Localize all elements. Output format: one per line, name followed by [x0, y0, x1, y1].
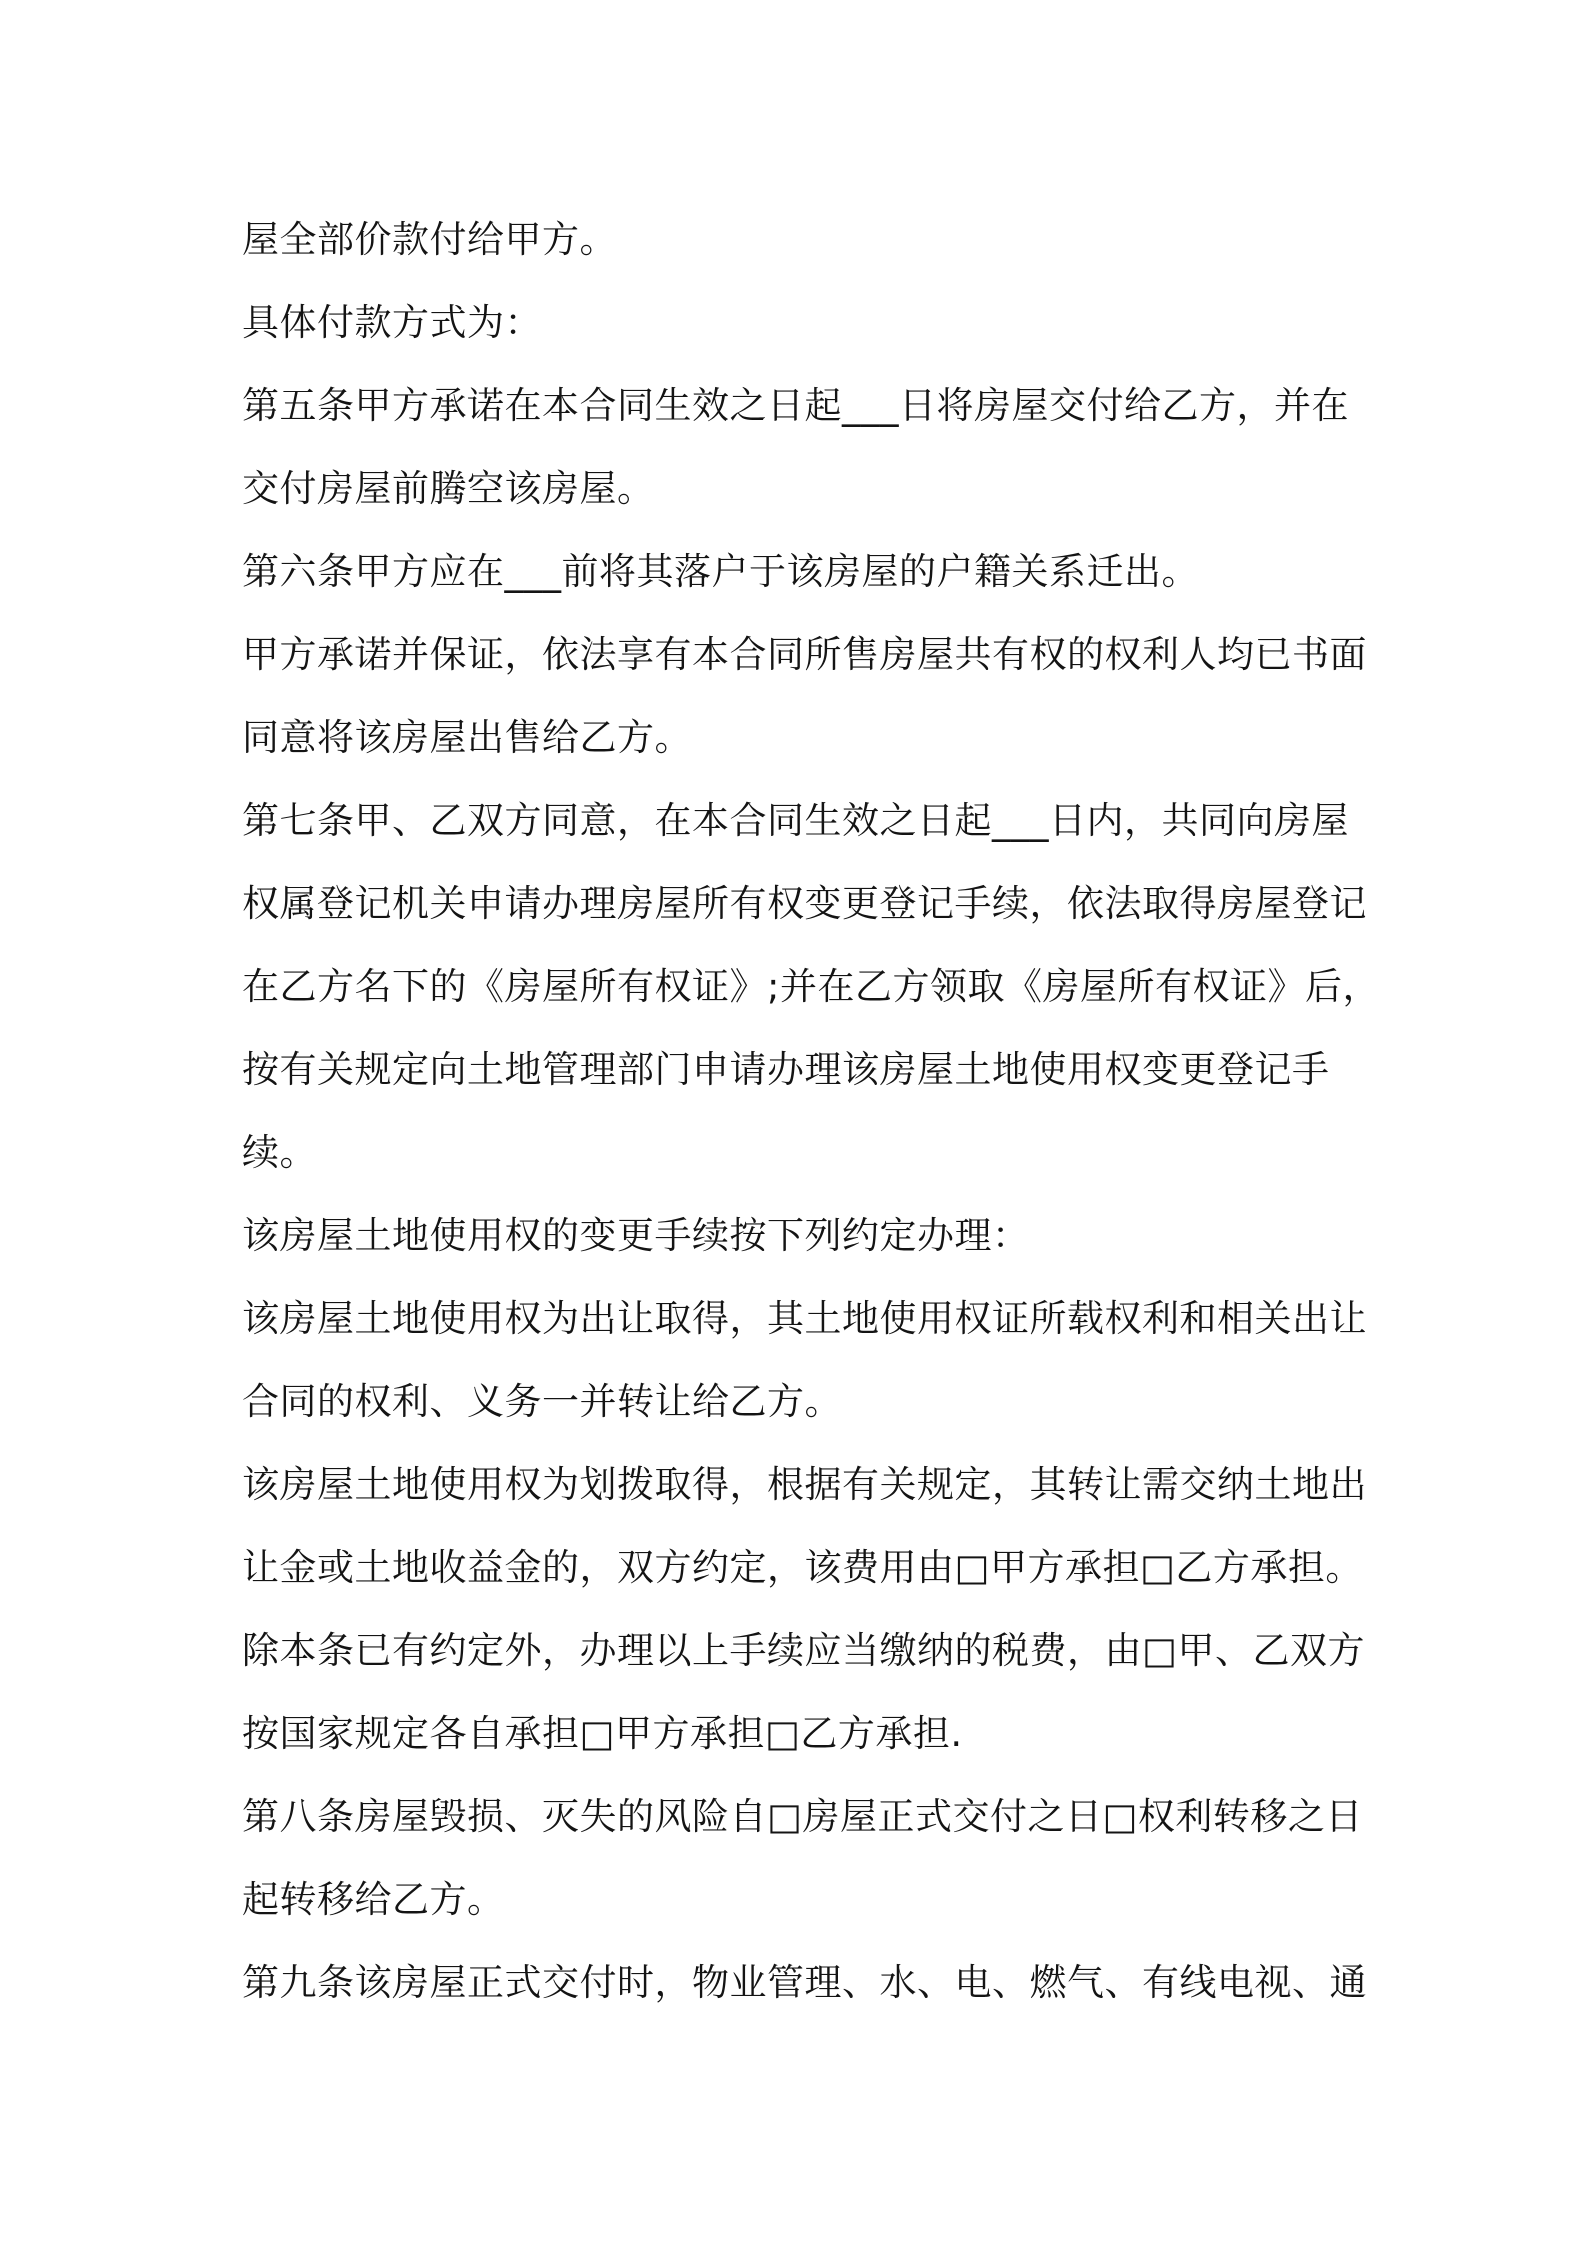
- text-line: 除本条已有约定外，办理以上手续应当缴纳的税费，由□甲、乙双方: [242, 1629, 1365, 1672]
- text-line: 该房屋土地使用权的变更手续按下列约定办理：: [242, 1214, 1030, 1257]
- text-line: 甲方承诺并保证，依法享有本合同所售房屋共有权的权利人均已书面: [242, 633, 1367, 676]
- text-line: 交付房屋前腾空该房屋。: [242, 467, 655, 510]
- text-line: 屋全部价款付给甲方。: [242, 218, 617, 261]
- text-line: 第九条该房屋正式交付时，物业管理、水、电、燃气、有线电视、通: [242, 1961, 1367, 2004]
- text-line: 第八条房屋毁损、灭失的风险自□房屋正式交付之日□权利转移之日: [242, 1795, 1363, 1838]
- text-line: 该房屋土地使用权为出让取得，其土地使用权证所载权利和相关出让: [242, 1297, 1367, 1340]
- text-line: 在乙方名下的《房屋所有权证》;并在乙方领取《房屋所有权证》后，: [242, 965, 1380, 1008]
- text-line: 第七条甲、乙双方同意，在本合同生效之日起___日内，共同向房屋: [242, 799, 1349, 842]
- text-line: 按有关规定向土地管理部门申请办理该房屋土地使用权变更登记手: [242, 1048, 1330, 1091]
- document-body: [242, 198, 1380, 2024]
- text-line: 合同的权利、义务一并转让给乙方。: [242, 1380, 842, 1423]
- text-line: 起转移给乙方。: [242, 1878, 505, 1921]
- text-line: 具体付款方式为：: [242, 301, 542, 344]
- text-line: 该房屋土地使用权为划拨取得，根据有关规定，其转让需交纳土地出: [242, 1463, 1367, 1506]
- text-line: 同意将该房屋出售给乙方。: [242, 716, 692, 759]
- text-line: 续。: [242, 1131, 317, 1174]
- text-line: 让金或土地收益金的，双方约定，该费用由□甲方承担□乙方承担。: [242, 1546, 1363, 1589]
- text-line: 第五条甲方承诺在本合同生效之日起___日将房屋交付给乙方，并在: [242, 384, 1349, 427]
- text-line: 第六条甲方应在___前将其落户于该房屋的户籍关系迁出。: [242, 550, 1199, 593]
- text-line: 权属登记机关申请办理房屋所有权变更登记手续，依法取得房屋登记: [242, 882, 1367, 925]
- text-line: 按国家规定各自承担□甲方承担□乙方承担.: [242, 1712, 963, 1755]
